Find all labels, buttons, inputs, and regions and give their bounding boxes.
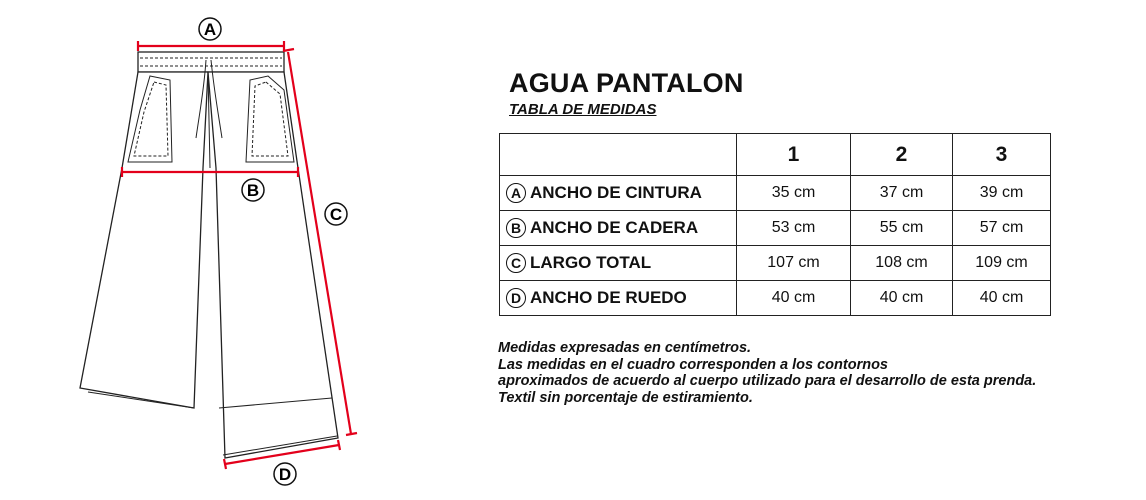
table-cell: 39 cm (953, 176, 1051, 211)
marker-b: B (246, 181, 260, 200)
measurement-notes (498, 340, 1036, 406)
marker-d: D (278, 465, 292, 484)
table-cell: 55 cm (851, 211, 953, 246)
table-cell: 40 cm (737, 281, 851, 316)
note-line: Textil sin porcentaje de estiramiento. (498, 389, 753, 406)
row-label-cell (500, 281, 737, 316)
table-cell: 53 cm (737, 211, 851, 246)
note-line: Las medidas en el cuadro corresponden a los contornos (498, 356, 888, 373)
marker-badge: C (506, 253, 526, 273)
marker-badge: B (506, 218, 526, 238)
table-row (500, 246, 1051, 281)
table-cell: 109 cm (953, 246, 1051, 281)
row-label: LARGO TOTAL (530, 252, 652, 272)
table-row (500, 281, 1051, 316)
marker-badge: D (506, 288, 526, 308)
right-leg (208, 72, 338, 458)
row-label: ANCHO DE RUEDO (530, 287, 687, 307)
table-cell: 108 cm (851, 246, 953, 281)
marker-badge: A (506, 183, 526, 203)
product-title: AGUA PANTALON (509, 68, 744, 98)
row-label: ANCHO DE CINTURA (530, 182, 702, 202)
marker-a: A (203, 20, 217, 39)
row-label-cell (500, 246, 737, 281)
table-cell: 40 cm (953, 281, 1051, 316)
row-label: ANCHO DE CADERA (530, 217, 699, 237)
table-row (500, 211, 1051, 246)
row-label-cell (500, 211, 737, 246)
table-cell: 57 cm (953, 211, 1051, 246)
table-subtitle: TABLA DE MEDIDAS (509, 101, 657, 118)
size-table (499, 133, 1051, 316)
left-leg (80, 72, 208, 408)
table-cell: 107 cm (737, 246, 851, 281)
table-cell: 35 cm (737, 176, 851, 211)
size-header: 3 (953, 134, 1051, 176)
pants-diagram (0, 0, 460, 500)
table-header-row (500, 134, 1051, 176)
note-line: aproximados de acuerdo al cuerpo utilizado para el desarrollo de esta prenda. (498, 373, 1037, 389)
size-header: 1 (737, 134, 851, 176)
marker-c: C (329, 205, 343, 224)
row-label-cell (500, 176, 737, 211)
header-empty-cell (500, 134, 737, 176)
table-cell: 40 cm (851, 281, 953, 316)
size-header: 2 (851, 134, 953, 176)
note-line: Medidas expresadas en centímetros. (498, 340, 752, 356)
table-cell: 37 cm (851, 176, 953, 211)
table-row (500, 176, 1051, 211)
